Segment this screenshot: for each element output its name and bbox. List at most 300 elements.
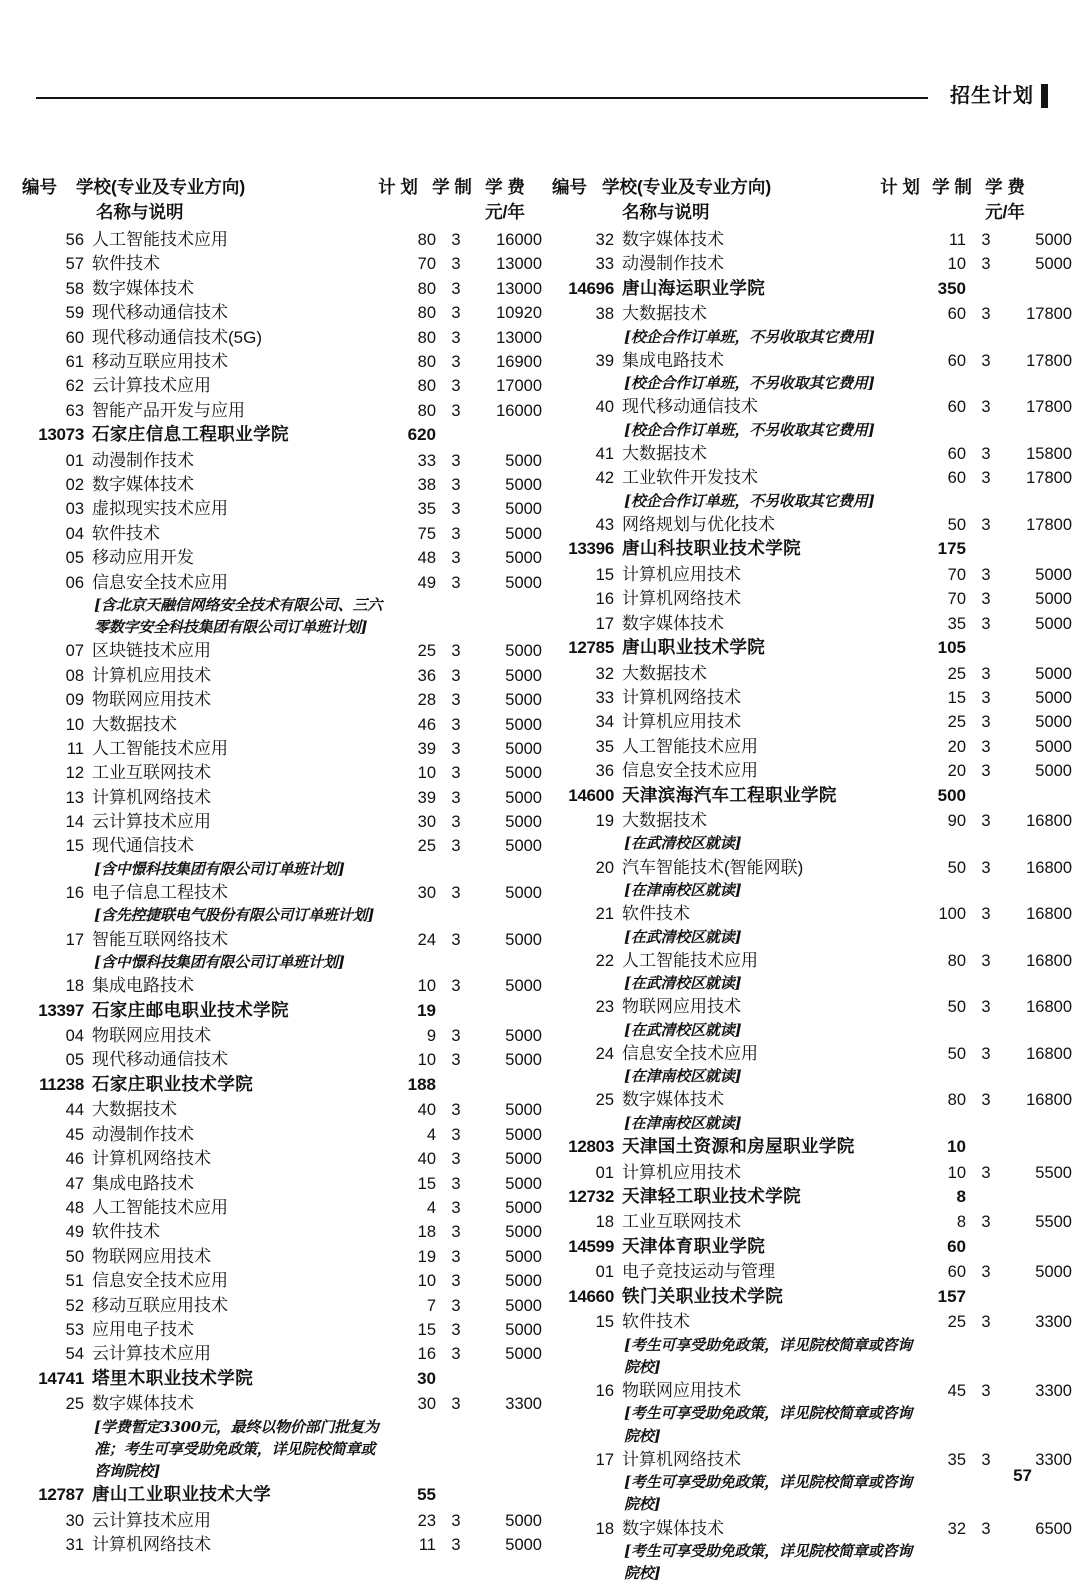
- program-note: [552, 1426, 1072, 1448]
- program-row: [22, 277, 542, 301]
- program-fee: 5000: [505, 977, 542, 996]
- program-name: 计算机网络技术: [92, 787, 211, 807]
- program-index: 15: [595, 565, 614, 584]
- program-index: 02: [65, 476, 84, 495]
- program-row: [22, 1245, 542, 1269]
- program-row: [22, 1342, 542, 1366]
- program-fee: 16800: [1026, 858, 1072, 877]
- program-index: 13: [65, 788, 84, 807]
- program-note-text: [含中憬科技集团有限公司订单班计划]: [94, 953, 345, 972]
- program-term: 3: [451, 231, 461, 249]
- program-row: [552, 710, 1072, 734]
- program-fee: 5000: [505, 1125, 542, 1144]
- program-term: 3: [451, 1125, 461, 1144]
- program-index: 53: [65, 1320, 84, 1339]
- program-fee: 5000: [505, 573, 542, 592]
- left-header-school: [76, 175, 245, 225]
- program-term: 3: [451, 1511, 461, 1530]
- program-fee: 3300: [1035, 1313, 1072, 1332]
- program-name: 计算机应用技术: [622, 564, 741, 584]
- program-fee: 5000: [505, 813, 542, 832]
- program-note: [22, 1417, 542, 1439]
- program-term: 3: [451, 691, 461, 710]
- program-note-text: [含北京天融信网络安全技术有限公司、三六: [94, 595, 383, 614]
- program-term: 3: [451, 1296, 461, 1315]
- program-fee: 17800: [1026, 305, 1072, 324]
- school-code: 14741: [38, 1368, 84, 1388]
- school-plan-total: 105: [937, 638, 966, 658]
- left-header-term: 学 制: [432, 177, 472, 197]
- program-term: 3: [451, 304, 461, 323]
- school-code: 11238: [39, 1074, 84, 1094]
- program-term: 3: [981, 858, 991, 877]
- program-fee: 16800: [1026, 998, 1072, 1017]
- program-name: 网络规划与优化技术: [622, 514, 775, 534]
- program-name: 电子信息工程技术: [92, 883, 228, 903]
- right-header-plan: 计 划: [880, 177, 920, 197]
- program-index: 48: [65, 1198, 84, 1217]
- program-plan: 46: [417, 715, 436, 734]
- program-note-text: [校企合作订单班，不另收取其它费用]: [624, 420, 875, 439]
- program-name: 集成电路技术: [622, 350, 724, 370]
- program-name: 移动互联应用技术: [92, 351, 228, 371]
- program-index: 11: [66, 739, 84, 758]
- program-index: 06: [65, 573, 84, 592]
- program-term: 3: [451, 1536, 461, 1555]
- program-row: [22, 571, 542, 595]
- program-term: 3: [451, 279, 461, 298]
- program-plan: 50: [947, 515, 966, 534]
- program-plan: 50: [947, 1044, 966, 1063]
- program-plan: 80: [947, 951, 966, 970]
- program-row: [22, 1024, 542, 1048]
- program-note: [22, 952, 542, 974]
- program-term: 3: [451, 549, 461, 568]
- program-index: 25: [65, 1395, 84, 1414]
- program-name: 大数据技术: [622, 444, 707, 464]
- program-fee: 5000: [1035, 231, 1072, 249]
- program-term: 3: [451, 1150, 461, 1169]
- school-plan-total: 8: [956, 1186, 966, 1206]
- program-name: 物联网应用技术: [622, 1380, 741, 1400]
- program-term: 3: [451, 1051, 461, 1070]
- program-fee: 5000: [1035, 762, 1072, 781]
- program-fee: 5000: [505, 691, 542, 710]
- program-index: 43: [595, 515, 614, 534]
- school-row: [22, 423, 542, 449]
- school-code: 12732: [568, 1186, 614, 1206]
- program-term: 3: [451, 1345, 461, 1364]
- program-index: 31: [65, 1536, 84, 1555]
- program-fee: 5000: [505, 715, 542, 734]
- program-fee: 5000: [1035, 255, 1072, 274]
- program-plan: 39: [417, 739, 436, 758]
- program-row: [22, 1533, 542, 1557]
- program-name: 汽车智能技术(智能网联): [622, 857, 804, 877]
- program-row: [22, 1123, 542, 1147]
- program-plan: 75: [417, 524, 436, 543]
- program-row: [22, 881, 542, 905]
- program-row: [552, 686, 1072, 710]
- program-row: [22, 810, 542, 834]
- school-code: 14660: [568, 1286, 614, 1306]
- right-header-term: 学 制: [932, 177, 972, 197]
- school-row: [552, 1285, 1072, 1311]
- program-plan: 10: [417, 977, 436, 996]
- school-plan-total: 500: [937, 785, 966, 805]
- program-plan: 33: [417, 451, 436, 470]
- program-plan: 28: [417, 691, 436, 710]
- program-term: 3: [981, 1091, 991, 1110]
- program-term: 3: [981, 1381, 991, 1400]
- program-fee: 5000: [505, 1247, 542, 1266]
- program-fee: 16800: [1026, 951, 1072, 970]
- program-row: [552, 1161, 1072, 1185]
- program-name: 物联网应用技术: [92, 690, 211, 710]
- program-term: 3: [451, 377, 461, 396]
- program-plan: 10: [417, 764, 436, 783]
- program-row: [22, 497, 542, 521]
- program-index: 59: [65, 304, 84, 323]
- program-term: 3: [981, 231, 991, 249]
- program-note-text: [在津南校区就读]: [624, 1067, 742, 1086]
- program-plan: 11: [418, 1536, 436, 1555]
- right-header-fee-line2: 元/年: [985, 202, 1025, 222]
- program-row: [22, 1172, 542, 1196]
- program-name: 人工智能技术应用: [92, 1197, 228, 1217]
- left-header-school-line2: 名称与说明: [96, 202, 184, 222]
- program-index: 16: [595, 590, 614, 609]
- program-row: [552, 759, 1072, 783]
- program-note: [552, 1403, 1072, 1425]
- program-plan: 10: [947, 1163, 966, 1182]
- program-index: 34: [595, 713, 614, 732]
- program-fee: 5000: [505, 1027, 542, 1046]
- program-name: 大数据技术: [622, 663, 707, 683]
- program-note-text: [在武清校区就读]: [624, 834, 742, 853]
- school-code: 12785: [568, 638, 614, 658]
- program-note-text: [在武清校区就读]: [624, 927, 742, 946]
- program-fee: 5000: [505, 1174, 542, 1193]
- program-term: 3: [981, 565, 991, 584]
- program-term: 3: [451, 813, 461, 832]
- program-plan: 40: [417, 1150, 436, 1169]
- program-row: [22, 1509, 542, 1533]
- program-term: 3: [451, 1198, 461, 1217]
- program-fee: 17800: [1026, 469, 1072, 488]
- program-row: [552, 1517, 1072, 1541]
- program-plan: 30: [417, 813, 436, 832]
- program-row: [552, 612, 1072, 636]
- program-index: 05: [65, 549, 84, 568]
- program-note: [552, 1020, 1072, 1042]
- program-term: 3: [451, 764, 461, 783]
- program-row: [22, 1098, 542, 1122]
- program-name: 应用电子技术: [92, 1319, 194, 1339]
- program-name: 云计算技术应用: [92, 1510, 211, 1530]
- program-index: 09: [65, 691, 84, 710]
- program-fee: 16800: [1026, 1091, 1072, 1110]
- school-name: 唐山海运职业学院: [622, 277, 766, 298]
- program-index: 16: [595, 1381, 614, 1400]
- school-code: 14599: [568, 1236, 614, 1256]
- program-note: [552, 1357, 1072, 1379]
- program-term: 3: [451, 1395, 461, 1414]
- program-row: [552, 563, 1072, 587]
- page-header: [0, 80, 1080, 120]
- program-name: 工业互联网技术: [92, 763, 211, 783]
- program-note: [552, 833, 1072, 855]
- program-index: 32: [595, 231, 614, 249]
- program-index: 61: [65, 352, 84, 371]
- program-fee: 6500: [1035, 1519, 1072, 1538]
- program-fee: 5000: [505, 1198, 542, 1217]
- program-plan: 80: [417, 279, 436, 298]
- school-code: 13396: [568, 539, 614, 559]
- program-plan: 70: [417, 255, 436, 274]
- program-index: 15: [65, 837, 84, 856]
- program-name: 计算机网络技术: [622, 1449, 741, 1469]
- program-index: 05: [65, 1051, 84, 1070]
- program-plan: 15: [417, 1174, 436, 1193]
- program-plan: 19: [417, 1247, 436, 1266]
- program-row: [552, 442, 1072, 466]
- program-note-text: 院校]: [624, 1357, 661, 1376]
- program-fee: 5000: [505, 1150, 542, 1169]
- program-name: 智能互联网络技术: [92, 929, 228, 949]
- program-fee: 5500: [1035, 1213, 1072, 1232]
- program-name: 数字媒体技术: [622, 1518, 724, 1538]
- program-row: [22, 1196, 542, 1220]
- program-name: 计算机网络技术: [92, 1535, 211, 1555]
- program-plan: 30: [417, 884, 436, 903]
- program-plan: 80: [947, 1091, 966, 1110]
- program-note-text: [学费暂定3300元，最终以物价部门批复为: [94, 1417, 379, 1436]
- program-fee: 13000: [496, 255, 542, 274]
- program-index: 33: [595, 255, 614, 274]
- program-name: 工业软件开发技术: [622, 468, 758, 488]
- header-title: 招生计划: [950, 85, 1034, 107]
- program-index: 57: [65, 255, 84, 274]
- program-plan: 35: [947, 614, 966, 633]
- program-note: [552, 420, 1072, 442]
- program-row: [552, 466, 1072, 490]
- school-row: [552, 277, 1072, 303]
- program-plan: 50: [947, 998, 966, 1017]
- program-name: 物联网应用技术: [92, 1246, 211, 1266]
- program-index: 42: [595, 469, 614, 488]
- program-row: [552, 228, 1072, 252]
- program-fee: 5000: [505, 1101, 542, 1120]
- program-plan: 25: [947, 1313, 966, 1332]
- program-name: 现代移动通信技术: [92, 303, 228, 323]
- program-row: [552, 809, 1072, 833]
- school-plan-total: 10: [947, 1137, 966, 1157]
- program-note: [552, 1113, 1072, 1135]
- program-row: [22, 688, 542, 712]
- program-term: 3: [981, 469, 991, 488]
- program-fee: 5000: [1035, 737, 1072, 756]
- program-name: 云计算技术应用: [92, 1344, 211, 1364]
- program-row: [552, 856, 1072, 880]
- program-index: 36: [595, 762, 614, 781]
- program-index: 40: [595, 398, 614, 417]
- program-plan: 8: [956, 1213, 966, 1232]
- program-row: [22, 1318, 542, 1342]
- program-term: 3: [981, 1313, 991, 1332]
- program-row: [22, 761, 542, 785]
- program-plan: 25: [417, 837, 436, 856]
- program-term: 3: [451, 1174, 461, 1193]
- program-index: 12: [65, 764, 84, 783]
- program-index: 17: [595, 614, 614, 633]
- program-note: [22, 1461, 542, 1483]
- program-fee: 10920: [496, 304, 542, 323]
- program-fee: 5000: [1035, 1263, 1072, 1282]
- program-plan: 20: [947, 737, 966, 756]
- program-term: 3: [981, 1044, 991, 1063]
- right-header-fee-line1: 学 费: [985, 177, 1025, 197]
- program-note: [552, 973, 1072, 995]
- program-fee: 5000: [505, 837, 542, 856]
- school-plan-total: 157: [937, 1286, 966, 1306]
- right-listing-column: [552, 228, 1072, 1585]
- school-plan-total: 188: [407, 1074, 436, 1094]
- program-fee: 5000: [1035, 614, 1072, 633]
- program-index: 44: [65, 1101, 84, 1120]
- program-name: 智能产品开发与应用: [92, 400, 245, 420]
- right-header-fee: [978, 175, 1032, 225]
- program-index: 22: [595, 951, 614, 970]
- right-header-no: 编号: [552, 177, 587, 197]
- program-name: 虚拟现实技术应用: [92, 499, 228, 519]
- program-fee: 5000: [1035, 713, 1072, 732]
- program-fee: 5000: [505, 500, 542, 519]
- program-term: 3: [981, 351, 991, 370]
- program-row: [22, 301, 542, 325]
- program-term: 3: [451, 573, 461, 592]
- program-fee: 5000: [505, 642, 542, 661]
- program-name: 计算机网络技术: [622, 687, 741, 707]
- school-name: 石家庄职业技术学院: [92, 1073, 254, 1094]
- program-term: 3: [981, 905, 991, 924]
- program-term: 3: [981, 305, 991, 324]
- program-term: 3: [451, 1101, 461, 1120]
- program-term: 3: [981, 255, 991, 274]
- program-plan: 15: [417, 1320, 436, 1339]
- school-code: 14600: [568, 785, 614, 805]
- program-index: 58: [65, 279, 84, 298]
- program-row: [552, 662, 1072, 686]
- program-name: 移动互联应用技术: [92, 1295, 228, 1315]
- school-code: 14696: [568, 278, 614, 298]
- program-index: 32: [595, 664, 614, 683]
- program-row: [22, 1048, 542, 1072]
- program-name: 动漫制作技术: [92, 1124, 194, 1144]
- program-plan: 25: [947, 713, 966, 732]
- program-term: 3: [981, 737, 991, 756]
- program-plan: 11: [948, 231, 966, 249]
- program-fee: 16000: [496, 401, 542, 420]
- program-plan: 80: [417, 352, 436, 371]
- program-index: 16: [65, 884, 84, 903]
- program-name: 大数据技术: [622, 304, 707, 324]
- program-index: 08: [65, 666, 84, 685]
- school-row: [552, 1135, 1072, 1161]
- left-header-fee-line1: 学 费: [485, 177, 525, 197]
- program-name: 软件技术: [92, 523, 160, 543]
- program-term: 3: [451, 1320, 461, 1339]
- school-plan-total: 19: [417, 1000, 436, 1020]
- program-name: 工业互联网技术: [622, 1212, 741, 1232]
- program-row: [552, 1379, 1072, 1403]
- program-row: [22, 1392, 542, 1416]
- program-name: 信息安全技术应用: [92, 572, 228, 592]
- program-row: [552, 902, 1072, 926]
- program-term: 3: [981, 1519, 991, 1538]
- school-plan-total: 60: [947, 1236, 966, 1256]
- program-term: 3: [981, 713, 991, 732]
- school-plan-total: 55: [417, 1485, 436, 1505]
- program-fee: 16900: [496, 352, 542, 371]
- program-term: 3: [451, 1223, 461, 1242]
- program-note-text: [考生可享受助免政策，详见院校简章或咨询: [624, 1541, 913, 1560]
- program-row: [552, 949, 1072, 973]
- program-plan: 80: [417, 328, 436, 347]
- program-row: [552, 1088, 1072, 1112]
- program-row: [22, 228, 542, 252]
- school-row: [22, 1073, 542, 1099]
- program-plan: 80: [417, 231, 436, 249]
- program-fee: 5000: [505, 1223, 542, 1242]
- program-name: 信息安全技术应用: [92, 1271, 228, 1291]
- program-index: 15: [595, 1313, 614, 1332]
- program-index: 51: [65, 1272, 84, 1291]
- school-row: [552, 1235, 1072, 1261]
- program-term: 3: [981, 1263, 991, 1282]
- program-plan: 80: [417, 304, 436, 323]
- program-plan: 45: [947, 1381, 966, 1400]
- program-term: 3: [981, 398, 991, 417]
- program-row: [22, 1220, 542, 1244]
- program-index: 21: [595, 905, 614, 924]
- program-note-text: [在津南校区就读]: [624, 1113, 742, 1132]
- program-index: 60: [65, 328, 84, 347]
- program-term: 3: [981, 590, 991, 609]
- program-term: 3: [451, 837, 461, 856]
- program-index: 33: [595, 688, 614, 707]
- school-name: 石家庄邮电职业技术学院: [92, 999, 289, 1020]
- program-fee: 5000: [1035, 565, 1072, 584]
- program-row: [22, 399, 542, 423]
- program-name: 数字媒体技术: [92, 278, 194, 298]
- program-note: [552, 1563, 1072, 1585]
- program-name: 数字媒体技术: [92, 1394, 194, 1414]
- program-plan: 70: [947, 590, 966, 609]
- program-term: 3: [981, 445, 991, 464]
- program-row: [22, 350, 542, 374]
- program-note: [552, 1335, 1072, 1357]
- program-fee: 5000: [1035, 590, 1072, 609]
- program-plan: 10: [417, 1272, 436, 1291]
- program-name: 人工智能技术应用: [622, 736, 758, 756]
- program-index: 04: [65, 524, 84, 543]
- program-note: [22, 859, 542, 881]
- program-row: [22, 326, 542, 350]
- program-index: 18: [65, 977, 84, 996]
- program-row: [552, 735, 1072, 759]
- program-term: 3: [981, 688, 991, 707]
